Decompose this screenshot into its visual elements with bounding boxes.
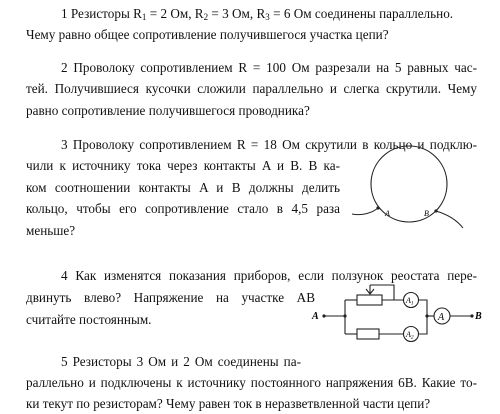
- circuit-label-a: A: [312, 311, 319, 322]
- circuit-label-b: B: [475, 311, 482, 322]
- problem-3-line-3: ком соотношении контакты A и B должны делить: [26, 180, 340, 195]
- problem-5-line-3: ки текут по резисторам? Чему равен ток в неразветвленной части цепи?: [26, 396, 431, 411]
- problem-4-line-1: 4 Как изменятся показания приборов, если ползунок реостата пере-: [61, 268, 477, 283]
- ammeter-main-symbol: [434, 308, 450, 324]
- node-left: [343, 314, 346, 317]
- problem-3-line-1: 3 Проволоку сопротивлением R = 18 Ом скрутили в кольцо и подклю-: [61, 137, 477, 152]
- lead-wire-a: [352, 208, 378, 215]
- wire-branch-right: [419, 300, 427, 334]
- problem-1-line-2: Чему равно общее сопротивление получившегося участка цепи?: [26, 27, 389, 42]
- problem-1-line-1: 1 Резисторы $R_1 = 2$ Ом, $R_2 = 3$ Ом, $R_3 = 6$ Ом соединены параллельно.: [61, 6, 454, 22]
- ammeter-main-label: A: [438, 312, 445, 323]
- problem-2-line-3: равно сопротивление получившегося проводника?: [26, 103, 310, 118]
- problem-4-line-3: считайте постоянным.: [26, 312, 152, 327]
- terminal-a: [322, 314, 325, 317]
- problem-3-line-5: меньше?: [26, 223, 76, 238]
- problem-3-line-4: кольцо, чтобы его сопротивление стало в 4,5 раза: [26, 201, 340, 216]
- terminal-b: [470, 314, 473, 317]
- rheostat-slider: [366, 285, 394, 300]
- problem-3-line-2: чили к источнику тока через контакты A и B. В ка-: [26, 158, 340, 173]
- node-right: [425, 314, 428, 317]
- rheostat: [357, 295, 382, 305]
- contact-b: [434, 209, 437, 212]
- ring-label-a: A: [385, 209, 390, 218]
- contact-a: [376, 206, 379, 209]
- problem-5-line-2: раллельно и подключены к источнику постоянного напряжения 6В. Какие то-: [26, 375, 477, 390]
- resistor-bottom: [357, 329, 379, 339]
- ammeter-2-symbol: [404, 327, 419, 342]
- problem-2-line-1: 2 Проволоку сопротивлением R = 100 Ом разрезали на 5 равных час-: [61, 60, 477, 75]
- problem-2-line-2: тей. Получившиеся кусочки сложили параллельно и слегка скрутили. Чему: [26, 81, 477, 96]
- ammeter-1-label: A1: [406, 296, 414, 307]
- problem-4-line-2: двинуть влево? Напряжение на участке AB: [26, 290, 315, 305]
- wire-ring: [371, 146, 447, 222]
- ring-label-b: B: [424, 209, 429, 218]
- problem-5-line-1: 5 Резисторы 3 Ом и 2 Ом соединены па-: [61, 354, 301, 369]
- lead-wire-b: [436, 211, 463, 228]
- ammeter-2-label: A2: [406, 330, 414, 341]
- ammeter-1-symbol: [404, 293, 419, 308]
